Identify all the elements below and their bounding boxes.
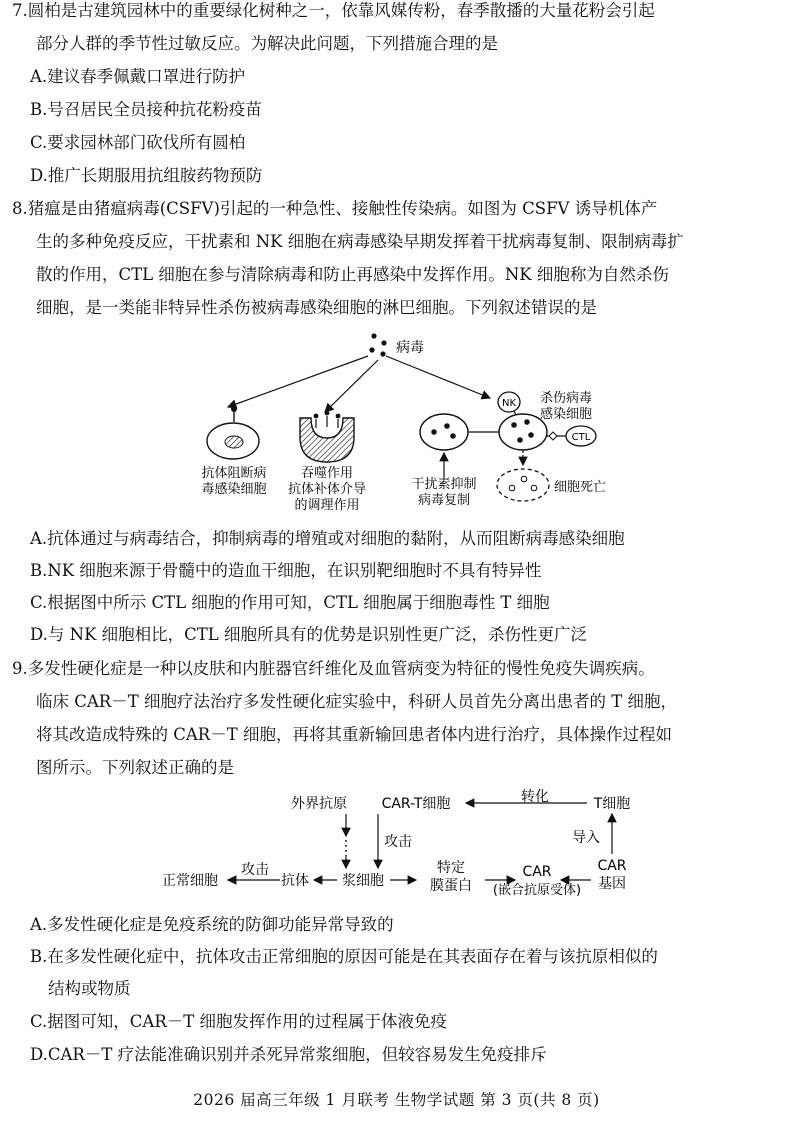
q9-option-b: B.在多发性硬化症中，抗体攻击正常细胞的原因可能是在其表面存在着与该抗原相似的 [30,947,658,966]
import-label: 导入 [572,830,600,846]
interferon-label-2: 病毒复制 [417,493,471,508]
interferon-cell [420,414,468,450]
q8-stem-line4: 细胞，是一类能非特异性杀伤被病毒感染细胞的淋巴细胞。下列叙述错误的是 [36,298,597,317]
normal-cell-label: 正常细胞 [162,873,218,889]
car-label: CAR [522,864,552,880]
membrane-protein-label-1: 特定 [437,860,465,876]
q9-option-c: C.据图可知，CAR－T 细胞发挥作用的过程属于体液免疫 [30,1012,447,1031]
nk-kill-label-1: 杀伤病毒 [540,391,593,406]
cell-death-label: 细胞死亡 [554,480,607,495]
antibody-blocked-cell [207,406,259,459]
q8-option-b: B.NK 细胞来源于骨髓中的造血干细胞，在识别靶细胞时不具有特异性 [30,561,542,580]
ctl-label: CTL [571,432,591,443]
antibody-label-2: 毒感染细胞 [201,482,267,497]
antibody-label: 抗体 [281,873,309,889]
q7-option-d: D.推广长期服用抗组胺药物预防 [30,166,263,185]
attack-label-1: 攻击 [384,834,412,850]
antibody-label-1: 抗体阻断病 [201,466,267,481]
car-gene-label-1: CAR [597,858,627,874]
car-t-cell-label: CAR-T细胞 [381,796,451,812]
q7-stem-line2: 部分人群的季节性过敏反应。为解决此问题，下列措施合理的是 [36,34,498,53]
q9-stem-line3: 将其改造成特殊的 CAR－T 细胞，再将其重新输回患者体内进行治疗，具体操作过程如 [36,725,672,744]
phago-label-2: 抗体补体介导 [287,482,367,497]
plasma-cell-label: 浆细胞 [342,873,384,889]
q9-option-a: A.多发性硬化症是免疫系统的防御功能异常导致的 [30,915,394,934]
q7-stem-line1: 7.圆柏是古建筑园林中的重要绿化树种之一，依靠风媒传粉，春季散播的大量花粉会引起 [12,1,655,20]
page-footer: 2026 届高三年级 1 月联考 生物学试题 第 3 页(共 8 页) [193,1091,600,1109]
nk-label: NK [501,398,517,409]
virus-label: 病毒 [396,340,424,356]
q8-stem-line2: 生的多种免疫反应，干扰素和 NK 细胞在病毒感染早期发挥着干扰病毒复制、限制病毒扩 [36,232,684,251]
phagocyte-cell [300,411,354,462]
q9-car-t-flow-figure [150,786,650,904]
dead-cell [497,469,549,501]
phago-label-1: 吞噬作用 [300,466,354,481]
q7-option-c: C.要求园林部门砍伐所有圆柏 [30,133,246,152]
virus-dots [369,333,386,356]
t-cell-label: T细胞 [593,796,631,812]
q8-stem-line3: 散的作用，CTL 细胞在参与清除病毒和防止再感染中发挥作用。NK 细胞称为自然杀伤 [36,265,669,284]
q9-stem-line1: 9.多发性硬化症是一种以皮肤和内脏器官纤维化及血管病变为特征的慢性免疫失调疾病。 [12,659,655,678]
q8-option-c: C.根据图中所示 CTL 细胞的作用可知，CTL 细胞属于细胞毒性 T 细胞 [30,593,550,612]
transform-label: 转化 [521,789,549,805]
phago-label-3: 的调理作用 [294,498,360,513]
attack-label-2: 攻击 [241,862,269,878]
car-receptor-label: (嵌合抗原受体) [492,883,582,898]
q9-option-d: D.CAR－T 疗法能准确识别并杀死异常浆细胞，但较容易发生免疫排斥 [30,1045,547,1064]
q8-option-d: D.与 NK 细胞相比，CTL 细胞所具有的优势是识别性更广泛，杀伤性更广泛 [30,625,587,644]
q8-option-a: A.抗体通过与病毒结合，抑制病毒的增殖或对细胞的黏附，从而阻断病毒感染细胞 [30,529,625,548]
car-gene-label-2: 基因 [598,876,626,892]
q8-stem-line1: 8.猪瘟是由猪瘟病毒(CSFV)引起的一种急性、接触性传染病。如图为 CSFV 诱导机体产 [12,199,658,218]
nk-kill-label-2: 感染细胞 [540,407,593,422]
membrane-protein-label-2: 膜蛋白 [430,878,472,894]
external-antigen-label: 外界抗原 [291,796,347,812]
q9-option-b-cont: 结构或物质 [48,979,131,998]
q9-stem-line2: 临床 CAR－T 细胞疗法治疗多发性硬化症实验中，科研人员首先分离出患者的 T 细胞， [36,692,677,711]
interferon-label-1: 干扰素抑制 [411,477,477,492]
q7-option-a: A.建议春季佩戴口罩进行防护 [30,67,246,86]
q7-option-b: B.号召居民全员接种抗花粉疫苗 [30,100,262,119]
q9-stem-line4: 图所示。下列叙述正确的是 [36,758,234,777]
q8-immune-figure [150,322,620,522]
